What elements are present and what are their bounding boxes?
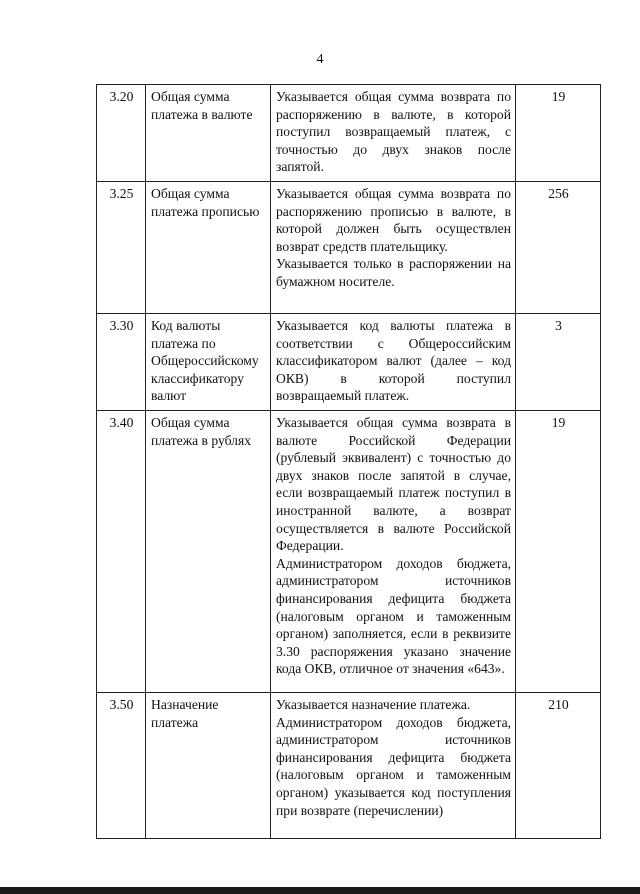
row-code: 3.20 bbox=[97, 85, 146, 182]
description-paragraph: Указывается только в распоряжении на бумажном носителе. bbox=[276, 256, 511, 289]
row-size: 3 bbox=[516, 314, 601, 411]
row-name-text: Назначение платежа bbox=[151, 697, 219, 730]
row-name bbox=[146, 314, 271, 411]
description-paragraph: Указывается общая сумма возврата по распоряжению прописью в валюте, в которой должен быть осуществлен возврат средств плательщику. bbox=[276, 186, 511, 254]
description-paragraph: Указывается общая сумма возврата в валюте Российской Федерации (рублевый эквивалент) с точностью до двух знаков после запятой в случае, если возвращаемый платеж поступил в иностранной валюте, а возврат осуществляется в валюте Российской Федерации. bbox=[276, 415, 511, 554]
row-description bbox=[271, 314, 516, 411]
row-code: 3.25 bbox=[97, 182, 146, 314]
description-paragraph: Администратором доходов бюджета, администратором источников финансирования дефицита бюджета (налоговым органом и таможенным органом) заполняется, если в реквизите 3.30 распоряжения указано значение кода ОКВ, отличное от значения «643». bbox=[276, 555, 511, 677]
row-name bbox=[146, 411, 271, 693]
row-name-text: Общая сумма платежа в валюте bbox=[151, 89, 253, 122]
row-name-text: Код валюты платежа по Общероссийскому классификатору валют bbox=[151, 318, 259, 404]
row-name-text: Общая сумма платежа прописью bbox=[151, 186, 260, 219]
table-row bbox=[97, 314, 601, 411]
table-row bbox=[97, 182, 601, 314]
table-row bbox=[97, 411, 601, 693]
row-description bbox=[271, 85, 516, 182]
row-size: 256 bbox=[516, 182, 601, 314]
scan-edge bbox=[0, 887, 640, 894]
row-size: 19 bbox=[516, 85, 601, 182]
page-number: 4 bbox=[316, 52, 324, 67]
row-code: 3.50 bbox=[97, 693, 146, 839]
row-code: 3.40 bbox=[97, 411, 146, 693]
row-name bbox=[146, 182, 271, 314]
row-code: 3.30 bbox=[97, 314, 146, 411]
row-name bbox=[146, 85, 271, 182]
requisites-table bbox=[96, 84, 601, 839]
row-size: 19 bbox=[516, 411, 601, 693]
row-name bbox=[146, 693, 271, 839]
row-name-text: Общая сумма платежа в рублях bbox=[151, 415, 252, 448]
row-description bbox=[271, 693, 516, 839]
row-size: 210 bbox=[516, 693, 601, 839]
row-description bbox=[271, 182, 516, 314]
description-paragraph: Администратором доходов бюджета, администратором источников финансирования дефицита бюджета (налоговым органом и таможенным органом) указывается код поступления при возврате (перечислении) bbox=[276, 714, 511, 818]
table-row bbox=[97, 85, 601, 182]
description-paragraph: Указывается код валюты платежа в соответствии с Общероссийским классификатором валют (далее – код ОКВ) в которой поступил возвращаемый платеж. bbox=[276, 318, 511, 404]
row-description bbox=[271, 411, 516, 693]
description-paragraph: Указывается назначение платежа. bbox=[276, 697, 471, 712]
table-row bbox=[97, 693, 601, 839]
description-paragraph: Указывается общая сумма возврата по распоряжению в валюте, в которой поступил возвращаемый платеж, с точностью до двух знаков после запятой. bbox=[276, 89, 511, 175]
table-body bbox=[97, 85, 601, 839]
